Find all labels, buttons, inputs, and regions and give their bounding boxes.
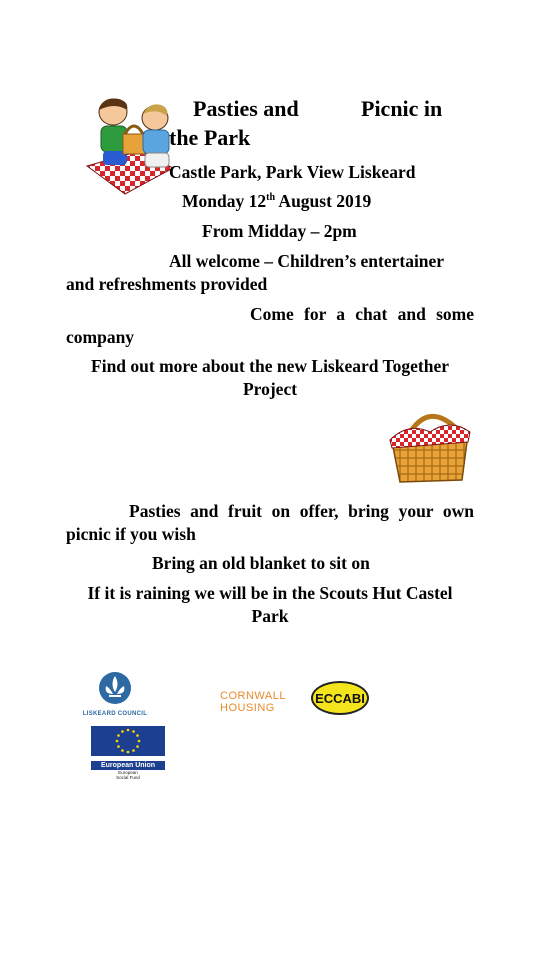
title-line1-part2: Picnic in (361, 96, 443, 121)
title-line1-part1: Pasties and (193, 96, 299, 121)
picnic-kids-illustration-icon (85, 96, 175, 198)
eu-flag-icon (91, 726, 165, 756)
pasties-line1: Pasties and fruit on offer, bring your own (129, 501, 474, 521)
european-union-logo (91, 726, 165, 780)
pasties-line2: picnic if you wish (66, 524, 196, 544)
eu-logo-line3: Social Fund (116, 775, 140, 780)
fleur-de-lis-icon (82, 672, 148, 706)
eccabi-logo: ECCABI (311, 681, 369, 715)
eu-logo-line2: European (118, 770, 138, 775)
liskeard-council-logo (82, 672, 148, 716)
cornwall-housing-line2: HOUSING (220, 702, 275, 714)
chat-line1: Come for a chat and some (250, 304, 474, 324)
cornwall-housing-logo (220, 690, 286, 714)
title-line2: the Park (169, 125, 251, 150)
project-line2: Project (242, 379, 298, 399)
liskeard-council-logo-text: LISKEARD COUNCIL (82, 711, 148, 717)
rain-line2: Park (251, 606, 289, 626)
eu-logo-title: European Union (91, 761, 165, 770)
blanket-text: Bring an old blanket to sit on (152, 553, 370, 573)
event-date: Monday 12th August 2019 (182, 191, 372, 211)
welcome-line2: and refreshments provided (66, 274, 268, 294)
event-location: Castle Park, Park View Liskeard (169, 162, 416, 182)
event-time: From Midday – 2pm (202, 221, 357, 241)
project-line1: Find out more about the new Liskeard Together (91, 356, 449, 376)
cornwall-housing-line1: CORNWALL (220, 690, 286, 702)
rain-line1: If it is raining we will be in the Scouts Hut Castel (87, 583, 453, 603)
picnic-basket-icon (388, 406, 474, 484)
chat-line2: company (66, 327, 135, 347)
welcome-line1: All welcome – Children’s entertainer (169, 251, 445, 271)
